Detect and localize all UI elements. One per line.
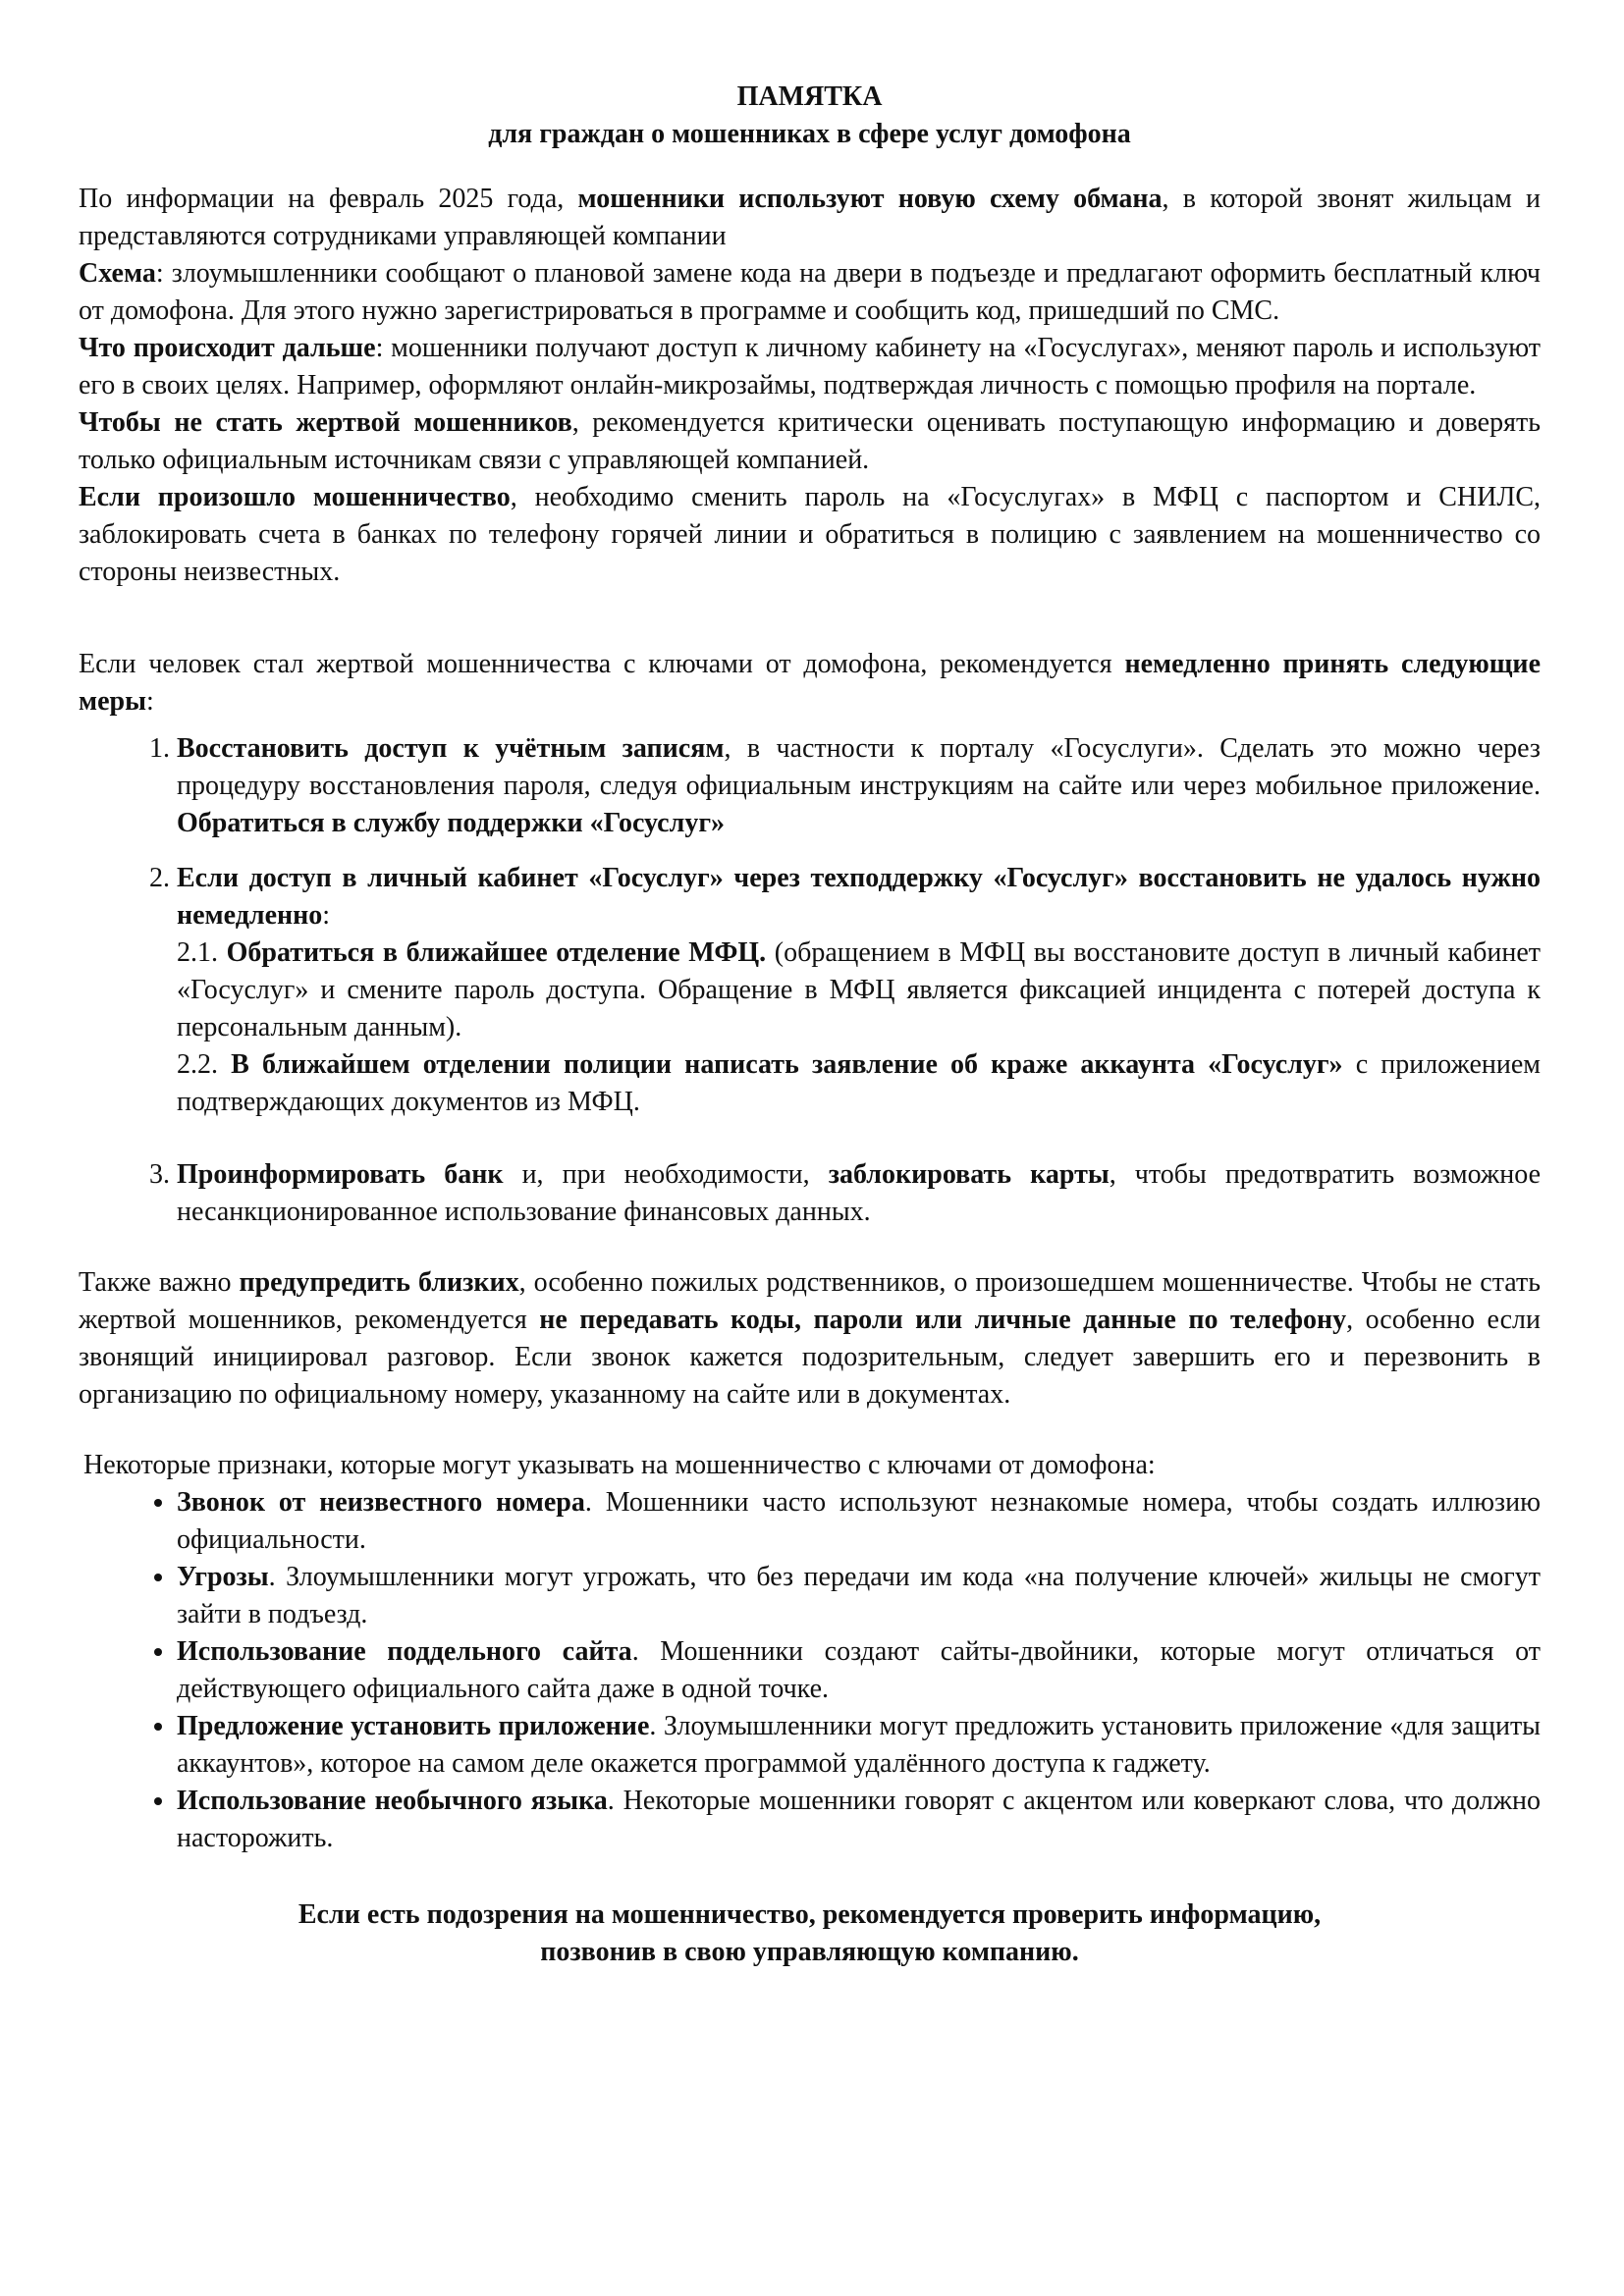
closing-line-1: Если есть подозрения на мошенничество, рекомендуется проверить информацию, (298, 1899, 1322, 1930)
measure-item-bank: 3. Проинформировать банк и, при необходимости, заблокировать карты, чтобы предотвратить возможное несанкционированное использование финансовых данных. (177, 1156, 1541, 1231)
intro-paragraph-date: По информации на февраль 2025 года, мошенники используют новую схему обмана, в которой звонят жильцам и представляются сотрудниками управляющей компании (79, 184, 1542, 251)
intro-section (79, 181, 1541, 591)
document-title: ПАМЯТКА (736, 81, 883, 112)
measures-intro: Если человек стал жертвой мошенничества с ключами от домофона, рекомендуется немедленно принять следующие меры: (79, 649, 1541, 717)
closing-note (79, 1896, 1541, 1971)
sign-item-threats: • Угрозы. Злоумышленники могут угрожать, что без передачи им кода «на получение ключей» жильцы не смогут зайти в подъезд. (177, 1559, 1541, 1633)
measures-list (79, 730, 1541, 1231)
measure-item-mfc: 2. Если доступ в личный кабинет «Госуслуг» через техподдержку «Госуслуг» восстановить не удалось нужно немедленно: 2.1. Обратиться в ближайшее отделение МФЦ. (обращением в МФЦ вы восстановите доступ в личный кабинет «Госуслуг» и смените пароль доступа. Обращение в МФЦ является фиксацией инцидента с потерей доступа к персональным данным). 2.2. В ближайшем отделении полиции написать заявление об краже аккаунта «Госуслуг» с приложением подтверждающих документов из МФЦ. (177, 860, 1541, 1121)
measure-subitem-2-1: 2.1. Обратиться в ближайшее отделение МФЦ. (обращением в МФЦ вы восстановите доступ в личный кабинет «Госуслуг» и смените пароль доступа. Обращение в МФЦ является фиксацией инцидента с потерей доступа к персональным данным). (177, 937, 1542, 1042)
measure-item-restore-access: 1. Восстановить доступ к учётным записям, в частности к порталу «Госуслуги». Сделать это можно через процедуру восстановления пароля, следуя официальным инструкциям на сайте или через мобильное приложение. Обратиться в службу поддержки «Госуслуг» (177, 730, 1541, 842)
closing-line-2: позвонив в свою управляющую компанию. (540, 1937, 1079, 1967)
signs-intro: Некоторые признаки, которые могут указывать на мошенничество с ключами от домофона: (83, 1450, 1156, 1480)
intro-paragraph-prevention: Чтобы не стать жертвой мошенников, рекомендуется критически оценивать поступающую информацию и доверять только официальным источникам связи с управляющей компанией. (79, 407, 1541, 475)
sign-item-fake-site: • Использование поддельного сайта. Мошенники создают сайты-двойники, которые могут отличаться от действующего официального сайта даже в одной точке. (177, 1633, 1541, 1708)
warning-paragraph: Также важно предупредить близких, особенно пожилых родственников, о произошедшем мошенничестве. Чтобы не стать жертвой мошенников, рекомендуется не передавать коды, пароли или личные данные по телефону, особенно если звонящий инициировал разговор. Если звонок кажется подозрительным, следует завершить его и перезвонить в организацию по официальному номеру, указанному на сайте или в документах. (79, 1267, 1541, 1410)
intro-paragraph-if-fraud: Если произошло мошенничество, необходимо сменить пароль на «Госуслугах» в МФЦ с паспортом и СНИЛС, заблокировать счета в банках по телефону горячей линии и обратиться в полицию с заявлением на мошенничество со стороны неизвестных. (79, 482, 1541, 587)
intro-paragraph-scheme: Схема: злоумышленники сообщают о плановой замене кода на двери в подъезде и предлагают оформить бесплатный ключ от домофона. Для этого нужно зарегистрироваться в программе и сообщить код, пришедший по СМС. (79, 258, 1541, 326)
sign-item-unknown-number: • Звонок от неизвестного номера. Мошенники часто используют незнакомые номера, чтобы создать иллюзию официальности. (177, 1484, 1541, 1559)
sign-item-install-app: • Предложение установить приложение. Злоумышленники могут предложить установить приложение «для защиты аккаунтов», которое на самом деле окажется программой удалённого доступа к гаджету. (177, 1708, 1541, 1783)
measure-subitem-2-2: 2.2. В ближайшем отделении полиции написать заявление об краже аккаунта «Госуслуг» с приложением подтверждающих документов из МФЦ. (177, 1049, 1542, 1117)
sign-item-unusual-language: • Использование необычного языка. Некоторые мошенники говорят с акцентом или коверкают слова, что должно насторожить. (177, 1783, 1541, 1857)
document-subtitle: для граждан о мошенниках в сфере услуг домофона (488, 119, 1131, 149)
signs-list (79, 1484, 1541, 1857)
intro-paragraph-next: Что происходит дальше: мошенники получают доступ к личному кабинету на «Госуслугах», меняют пароль и используют его в своих целях. Например, оформляют онлайн-микрозаймы, подтверждая личность с помощью профиля на портале. (79, 333, 1541, 400)
